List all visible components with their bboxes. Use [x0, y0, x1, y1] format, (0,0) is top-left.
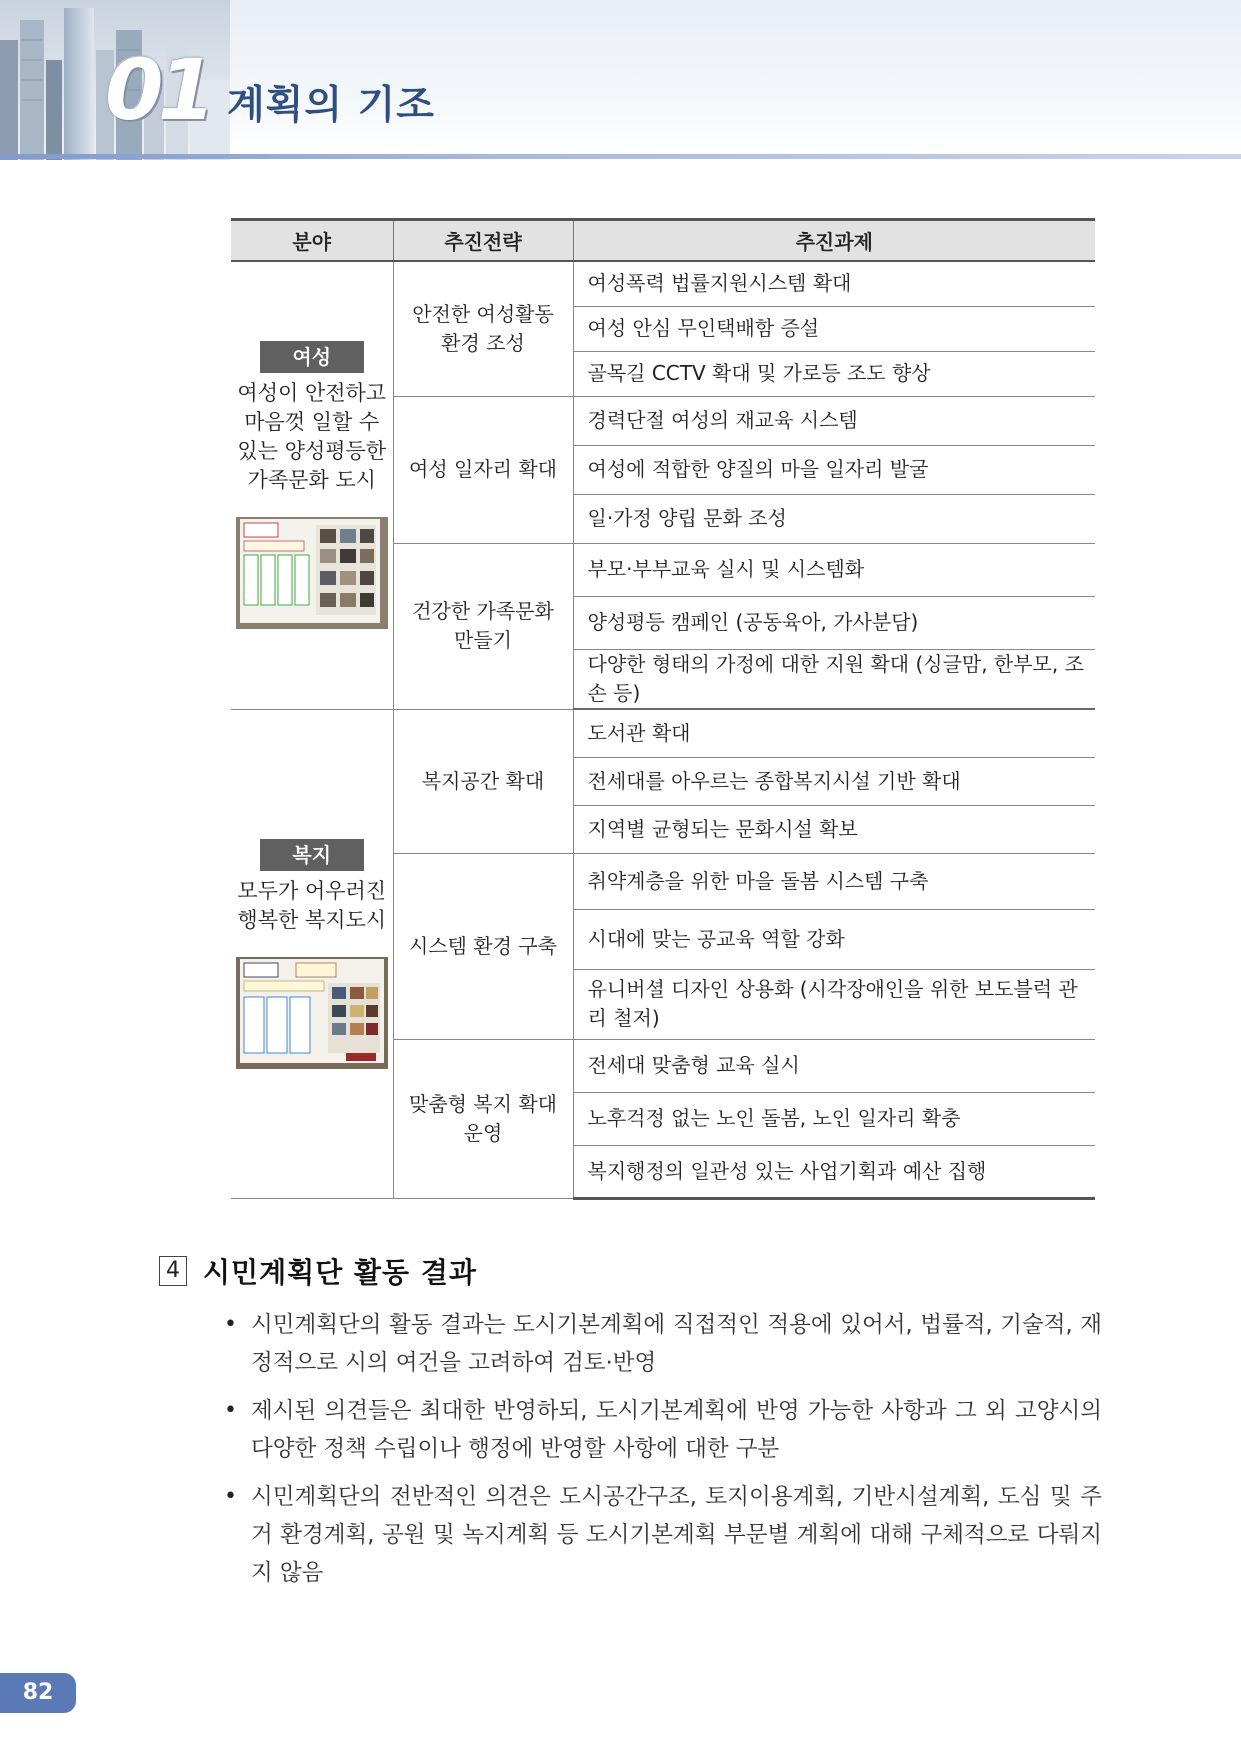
page-number: 82 [0, 1673, 76, 1713]
task-cell: 일·가정 양립 문화 조성 [573, 494, 1095, 543]
task-cell: 도서관 확대 [573, 709, 1095, 757]
task-cell: 노후걱정 없는 노인 돌봄, 노인 일자리 확충 [573, 1092, 1095, 1145]
field-badge: 여성 [260, 341, 364, 373]
header-divider [0, 154, 1241, 159]
column-header-task: 추진과제 [573, 220, 1095, 262]
strategy-table [231, 218, 1095, 1200]
bullet-text: 제시된 의견들은 최대한 반영하되, 도시기본계획에 반영 가능한 사항과 그 외 고양시의 다양한 정책 수립이나 행정에 반영할 사항에 대한 구분 [251, 1398, 1102, 1462]
bullet-item [224, 1478, 1102, 1592]
bullet-item [224, 1306, 1102, 1382]
bullet-text: 시민계획단의 활동 결과는 도시기본계획에 직접적인 적용에 있어서, 법률적, 기술적, 재정적으로 시의 여건을 고려하여 검토·반영 [251, 1312, 1102, 1376]
field-description: 모두가 어우러진 행복한 복지도시 [237, 878, 387, 932]
bullet-icon: • [224, 1484, 237, 1509]
section-number: 4 [159, 1256, 187, 1286]
strategy-cell: 안전한 여성활동 환경 조성 [393, 261, 573, 396]
table-row [231, 709, 1095, 757]
strategy-cell: 건강한 가족문화 만들기 [393, 543, 573, 709]
task-cell: 유니버셜 디자인 상용화 (시각장애인을 위한 보도블럭 관리 철저) [573, 969, 1095, 1039]
task-cell: 전세대를 아우르는 종합복지시설 기반 확대 [573, 757, 1095, 805]
task-cell: 경력단절 여성의 재교육 시스템 [573, 396, 1095, 445]
bullet-icon: • [224, 1398, 237, 1423]
bullet-icon: • [224, 1312, 237, 1337]
field-cell-women [231, 261, 393, 709]
section-title: 시민계획단 활동 결과 [203, 1256, 477, 1289]
task-cell: 여성폭력 법률지원시스템 확대 [573, 261, 1095, 306]
task-cell: 시대에 맞는 공교육 역할 강화 [573, 909, 1095, 969]
field-description: 여성이 안전하고 마음껏 일할 수 있는 양성평등한 가족문화 도시 [237, 381, 387, 493]
chapter-number: 01 [105, 41, 210, 139]
task-cell: 취약계층을 위한 마을 돌봄 시스템 구축 [573, 853, 1095, 909]
page-header [0, 0, 1241, 165]
section-heading [159, 1251, 477, 1291]
table-row [231, 261, 1095, 306]
task-cell: 골목길 CCTV 확대 및 가로등 조도 향상 [573, 351, 1095, 396]
bullet-item [224, 1392, 1102, 1468]
task-cell: 복지행정의 일관성 있는 사업기획과 예산 집행 [573, 1145, 1095, 1198]
task-cell: 지역별 균형되는 문화시설 확보 [573, 805, 1095, 853]
strategy-cell: 여성 일자리 확대 [393, 396, 573, 543]
welfare-exhibit-photo [236, 957, 388, 1069]
task-cell: 양성평등 캠페인 (공동육아, 가사분담) [573, 596, 1095, 649]
strategy-cell: 맞춤형 복지 확대 운영 [393, 1039, 573, 1198]
bullet-list [224, 1306, 1102, 1602]
strategy-cell: 복지공간 확대 [393, 709, 573, 853]
task-cell: 전세대 맞춤형 교육 실시 [573, 1039, 1095, 1092]
task-cell: 부모·부부교육 실시 및 시스템화 [573, 543, 1095, 596]
women-exhibit-photo [236, 517, 388, 629]
strategy-cell: 시스템 환경 구축 [393, 853, 573, 1039]
task-cell: 여성 안심 무인택배함 증설 [573, 306, 1095, 351]
task-cell: 여성에 적합한 양질의 마을 일자리 발굴 [573, 445, 1095, 494]
column-header-strategy: 추진전략 [393, 220, 573, 262]
chapter-title: 계획의 기조 [227, 83, 435, 128]
field-badge: 복지 [260, 839, 364, 871]
table-header-row [231, 220, 1095, 262]
bullet-text: 시민계획단의 전반적인 의견은 도시공간구조, 토지이용계획, 기반시설계획, 도심 및 주거 환경계획, 공원 및 녹지계획 등 도시기본계획 부문별 계획에 대해 구체적으로 다뤄지지 않음 [251, 1484, 1102, 1586]
field-cell-welfare [231, 709, 393, 1198]
column-header-field: 분야 [231, 220, 393, 262]
task-cell: 다양한 형태의 가정에 대한 지원 확대 (싱글맘, 한부모, 조손 등) [573, 649, 1095, 709]
